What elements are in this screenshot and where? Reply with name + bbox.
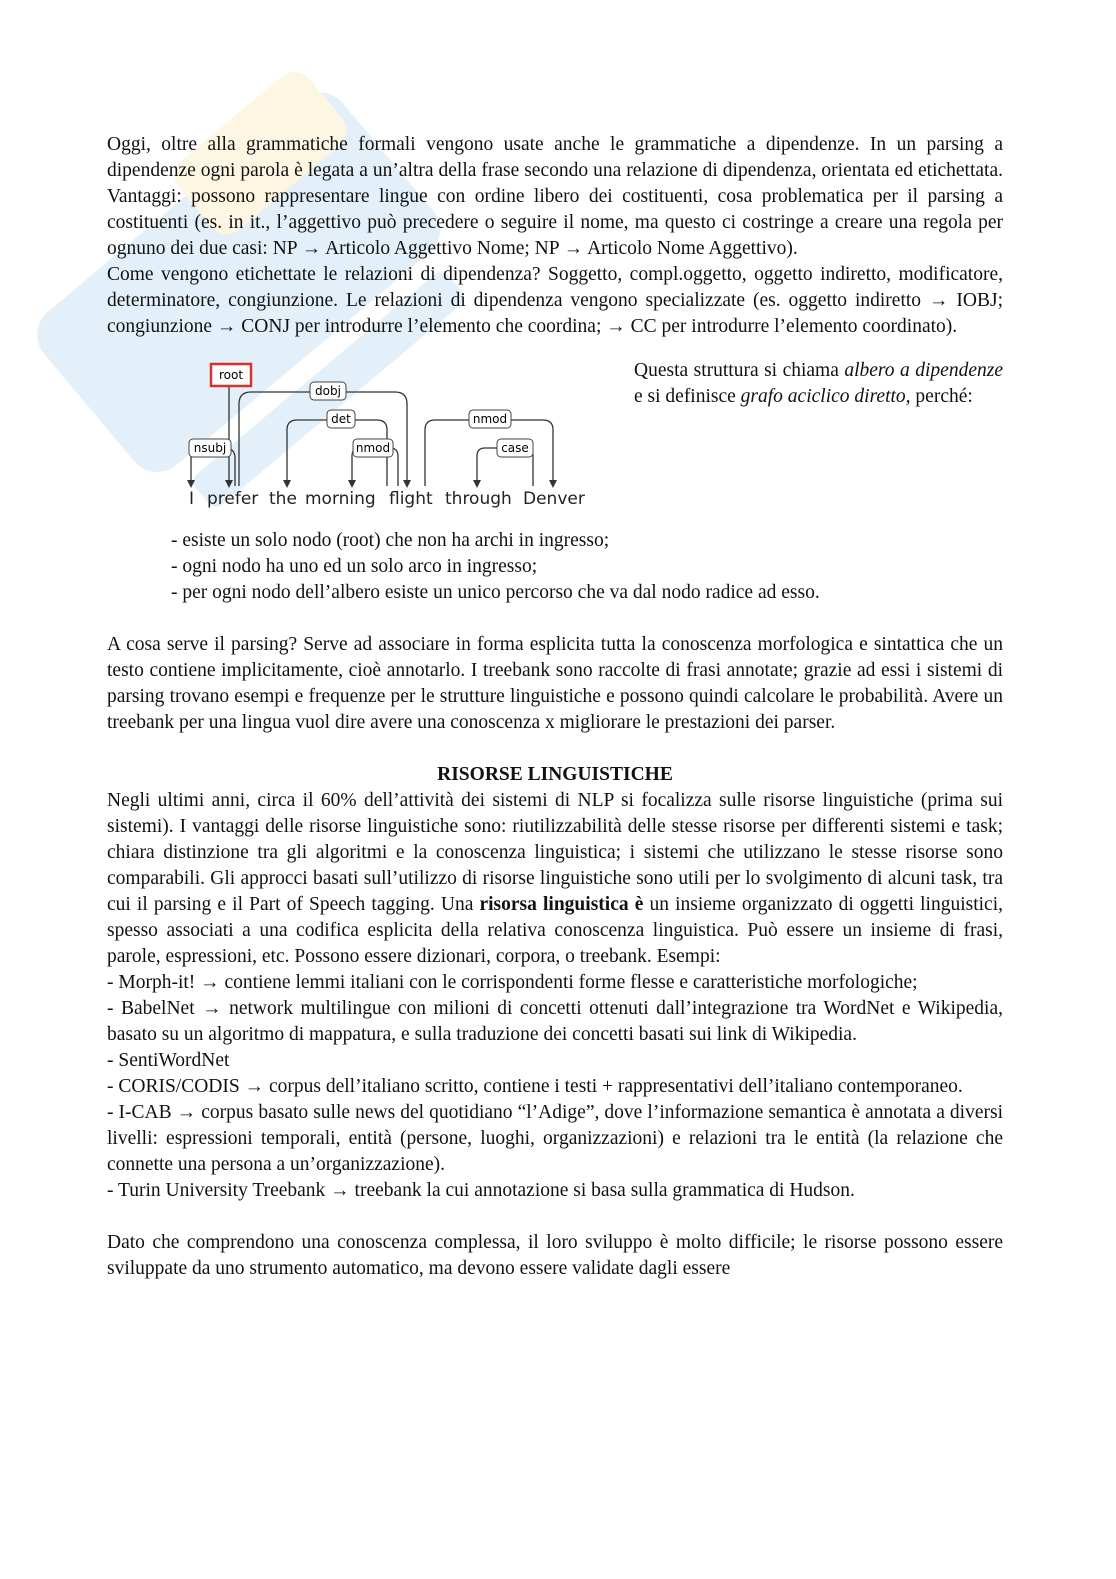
example-item: - Turin University Treebank → treebank la cui annotazione si basa sulla grammatica di Hudson.	[107, 1180, 855, 1201]
paragraph-parsing-purpose: A cosa serve il parsing? Serve ad associare in forma esplicita tutta la conoscenza morfologica e sintattica che un testo contiene implicitamente, cioè annotarlo. I treebank sono raccolte di frasi annotate; grazie ad essi i sistemi di parsing trovano esempi e frequenze per le strutture linguistiche e possono quindi calcolare le probabilità. Avere un treebank per una lingua vuol dire avere una conoscenza x migliorare le prestazioni dei parser.	[107, 634, 1003, 733]
example-item: - SentiWordNet	[107, 1050, 230, 1071]
paragraph-resource-development: Dato che comprendono una conoscenza complessa, il loro sviluppo è molto difficile; le risorse possono essere sviluppate da uno strumento automatico, ma devono essere validate dagli essere	[107, 1232, 1003, 1279]
example-item: - CORIS/CODIS → corpus dell’italiano scritto, contiene i testi + rappresentativi dell’italiano contemporaneo.	[107, 1076, 963, 1097]
dependency-tree-figure	[177, 358, 597, 508]
word-prefer: prefer	[207, 489, 259, 508]
list-item: - per ogni nodo dell’albero esiste un unico percorso che va dal nodo radice ad esso.	[171, 582, 820, 603]
paragraph-linguistic-resources: Negli ultimi anni, circa il 60% dell’attività dei sistemi di NLP si focalizza sulle risorse linguistiche (prima sui sistemi). I vantaggi delle risorse linguistiche sono: riutilizzabilità delle stesse risorse per differenti sistemi e task; chiara distinzione tra gli algoritmi e la conoscenza linguistica; i sistemi che utilizzano le stesse risorse sono comparabili. Gli approcci basati sull’utilizzo di risorse linguistiche sono utili per lo svolgimento di alcuni task, tra cui il parsing e il Part of Speech tagging. Una risorsa linguistica è un insieme organizzato di oggetti linguistici, spesso associati a una codifica esplicita della relativa conoscenza linguistica. Può essere un insieme di frasi, parole, espressioni, etc. Possono essere dizionari, corpora, o treebank. Esempi:	[107, 790, 1003, 967]
example-item: - Morph-it! → contiene lemmi italiani con le corrispondenti forme flesse e caratteristiche morfologiche;	[107, 972, 918, 993]
paragraph-dependency-labels: Come vengono etichettate le relazioni di dipendenza? Soggetto, compl.oggetto, oggetto indiretto, modificatore, determinatore, congiunzione. Le relazioni di dipendenza vengono specializzate (es. oggetto indiretto → IOBJ; congiunzione → CONJ per introdurre l’elemento che coordina; → CC per introdurre l’elemento coordinato).	[107, 264, 1003, 337]
word-the: the	[269, 489, 297, 508]
paragraph-dependency-grammars: Oggi, oltre alla grammatiche formali vengono usate anche le grammatiche a dipendenze. In un parsing a dipendenze ogni parola è legata a un’altra della frase secondo una relazione di dipendenza, orientata ed etichettata. Vantaggi: possono rappresentare lingue con ordine libero dei costituenti, cosa problematica per il parsing a costituenti (es. in it., l’aggettivo può precedere o seguire il nome, ma questo ci costringe a creare una regola per ognuno dei due casi: NP → Articolo Aggettivo Nome; NP → Articolo Nome Aggettivo).	[107, 134, 1003, 259]
label-nmod-morning: nmod	[355, 441, 391, 455]
label-dobj: dobj	[315, 384, 341, 398]
document-body	[107, 132, 1003, 1282]
label-root: root	[218, 368, 244, 382]
word-morning: morning	[305, 489, 376, 508]
section-title: RISORSE LINGUISTICHE	[437, 764, 673, 785]
label-case: case	[501, 441, 529, 455]
word-i: I	[189, 489, 195, 508]
word-through: through	[445, 489, 512, 508]
word-denver: Denver	[523, 489, 585, 508]
label-det: det	[331, 412, 351, 426]
figure-row	[107, 358, 1003, 528]
example-item: - I-CAB → corpus basato sulle news del quotidiano “l’Adige”, dove l’informazione semantica è annotata a diversi livelli: espressioni temporali, entità (persone, luoghi, organizzazioni) e relazioni tra le entità (la relazione che connette una persona a un’organizzazione).	[107, 1102, 1003, 1175]
example-item: - BabelNet → network multilingue con milioni di concetti ottenuti dall’integrazione tra WordNet e Wikipedia, basato su un algoritmo di mappatura, e sulla traduzione dei concetti basati sui link di Wikipedia.	[107, 998, 1003, 1045]
label-nmod-denver: nmod	[472, 412, 508, 426]
list-item: - ogni nodo ha uno ed un solo arco in ingresso;	[171, 556, 538, 577]
figure-caption: Questa struttura si chiama albero a dipendenze e si definisce grafo aciclico diretto, perché:	[634, 360, 1003, 407]
tree-properties-list	[171, 528, 1003, 606]
label-nsubj: nsubj	[193, 441, 227, 455]
word-flight: flight	[389, 489, 433, 508]
list-item: - esiste un solo nodo (root) che non ha archi in ingresso;	[171, 530, 610, 551]
